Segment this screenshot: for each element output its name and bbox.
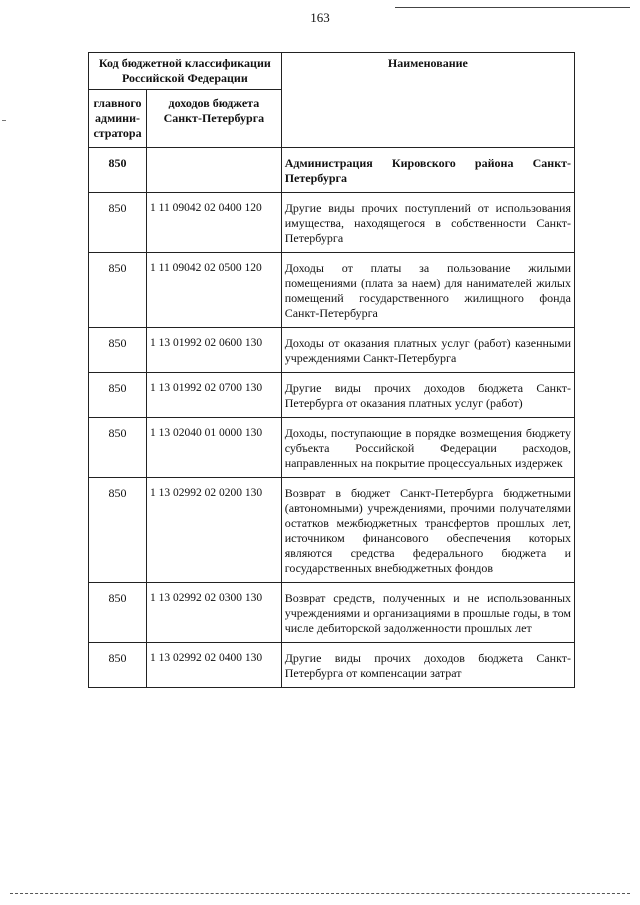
revenue-name: Возврат в бюджет Санкт-Петербурга бюджетными (автономными) учреждениями, прочими получателями остатков межбюджетных трансфертов прошлых лет, источником финансового обеспечения которых являются средства федерального бюджета и государственных внебюджетных фондов bbox=[281, 478, 574, 583]
revenue-code: 1 13 02992 02 0200 130 bbox=[147, 478, 282, 583]
revenue-name: Доходы, поступающие в порядке возмещения бюджету субъекта Российской Федерации расходов, направленных на покрытие процессуальных издержек bbox=[281, 418, 574, 478]
revenue-name: Доходы от оказания платных услуг (работ) казенными учреждениями Санкт-Петербурга bbox=[281, 328, 574, 373]
revenue-code: 1 13 02992 02 0400 130 bbox=[147, 643, 282, 688]
header-classification-code: Код бюджетной классификации Российской Федерации bbox=[89, 53, 282, 90]
admin-code: 850 bbox=[89, 328, 147, 373]
admin-code: 850 bbox=[89, 583, 147, 643]
revenue-code: 1 11 09042 02 0400 120 bbox=[147, 193, 282, 253]
revenue-code bbox=[147, 148, 282, 193]
table-row bbox=[89, 643, 575, 688]
table-row bbox=[89, 478, 575, 583]
header-name: Наименование bbox=[281, 53, 574, 148]
revenue-name: Администрация Кировского района Санкт-Петербурга bbox=[281, 148, 574, 193]
header-main-administrator: главного админи-стратора bbox=[89, 90, 147, 148]
revenue-name: Доходы от платы за пользование жилыми помещениями (плата за наем) для нанимателей жилых помещений государственного жилищного фонда Санкт-Петербурга bbox=[281, 253, 574, 328]
admin-code: 850 bbox=[89, 193, 147, 253]
page-number: 163 bbox=[310, 10, 330, 25]
budget-classification-table bbox=[88, 52, 575, 688]
table-row bbox=[89, 328, 575, 373]
table-row bbox=[89, 583, 575, 643]
revenue-code: 1 13 01992 02 0700 130 bbox=[147, 373, 282, 418]
table-row bbox=[89, 193, 575, 253]
top-rule bbox=[395, 7, 630, 8]
table-row bbox=[89, 418, 575, 478]
revenue-code: 1 13 02040 01 0000 130 bbox=[147, 418, 282, 478]
table-row bbox=[89, 148, 575, 193]
table-row bbox=[89, 373, 575, 418]
revenue-name: Другие виды прочих доходов бюджета Санкт-Петербурга от компенсации затрат bbox=[281, 643, 574, 688]
revenue-code: 1 13 01992 02 0600 130 bbox=[147, 328, 282, 373]
table-row bbox=[89, 253, 575, 328]
revenue-name: Другие виды прочих доходов бюджета Санкт-Петербурга от оказания платных услуг (работ) bbox=[281, 373, 574, 418]
table-header-row bbox=[89, 53, 575, 90]
admin-code: 850 bbox=[89, 418, 147, 478]
revenue-name: Другие виды прочих поступлений от использования имущества, находящегося в собственности Санкт-Петербурга bbox=[281, 193, 574, 253]
admin-code: 850 bbox=[89, 373, 147, 418]
bottom-rule bbox=[10, 893, 630, 894]
header-budget-revenue: доходов бюджета Санкт-Петербурга bbox=[147, 90, 282, 148]
revenue-code: 1 13 02992 02 0300 130 bbox=[147, 583, 282, 643]
margin-mark bbox=[2, 120, 6, 121]
admin-code: 850 bbox=[89, 478, 147, 583]
admin-code: 850 bbox=[89, 253, 147, 328]
admin-code: 850 bbox=[89, 643, 147, 688]
revenue-name: Возврат средств, полученных и не использованных учреждениями и организациями в прошлые годы, в том числе дебиторской задолженности прошлых лет bbox=[281, 583, 574, 643]
revenue-code: 1 11 09042 02 0500 120 bbox=[147, 253, 282, 328]
admin-code: 850 bbox=[89, 148, 147, 193]
